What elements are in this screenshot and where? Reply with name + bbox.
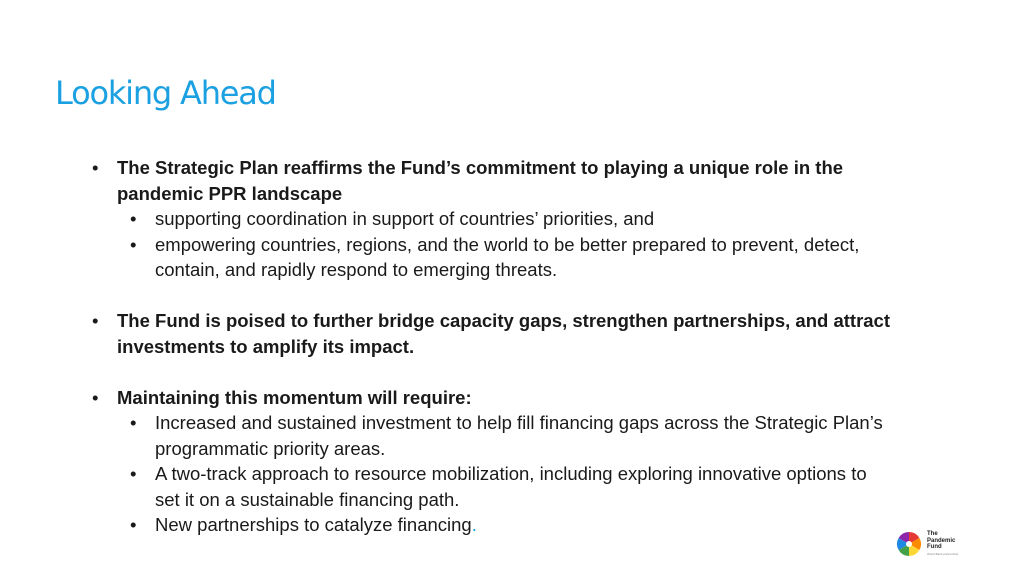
sub-bullet-marker: • bbox=[130, 514, 137, 535]
sub-bullet-marker: • bbox=[130, 208, 137, 229]
pandemic-fund-logo bbox=[896, 531, 958, 557]
bullet-heading: The Strategic Plan reaffirms the Fund’s commitment to playing a unique role in the pandemic PPR landscape bbox=[117, 157, 844, 204]
bullet-item bbox=[92, 308, 892, 359]
trailing-period: . bbox=[471, 514, 477, 535]
sub-bullet-text: New partnerships to catalyze financing bbox=[155, 514, 472, 535]
sub-bullet-text: empowering countries, regions, and the world to be better prepared to prevent, detect, contain, and rapidly respond to emerging threats. bbox=[155, 233, 860, 280]
pandemic-fund-logo-icon bbox=[896, 531, 922, 557]
bullet-marker: • bbox=[92, 310, 99, 331]
bullet-list bbox=[92, 155, 892, 538]
sub-bullet-item bbox=[117, 461, 892, 512]
sub-bullet-item bbox=[117, 232, 892, 283]
sub-bullet-text: supporting coordination in support of countries’ priorities, and bbox=[155, 208, 655, 229]
logo-wordmark bbox=[927, 531, 958, 557]
bullet-marker: • bbox=[92, 386, 99, 408]
sub-bullet-item bbox=[117, 410, 892, 461]
bullet-item bbox=[92, 385, 892, 538]
sub-bullet-text: A two-track approach to resource mobilization, including exploring innovative options to set it on a sustainable financing path. bbox=[155, 463, 867, 510]
sub-bullet-item bbox=[117, 512, 892, 538]
logo-line: Fund bbox=[927, 544, 942, 550]
slide-title: Looking Ahead bbox=[55, 74, 276, 112]
sub-bullet-marker: • bbox=[130, 463, 137, 484]
logo-line: The bbox=[927, 531, 938, 537]
sub-bullet-text: Increased and sustained investment to help fill financing gaps across the Strategic Plan’s programmatic priority areas. bbox=[155, 412, 883, 459]
bullet-item bbox=[92, 155, 892, 283]
logo-tagline: World Bank partnership bbox=[927, 551, 959, 556]
sub-bullet-list bbox=[117, 206, 892, 283]
logo-line: Pandemic bbox=[927, 537, 956, 544]
bullet-marker: • bbox=[92, 157, 99, 178]
sub-bullet-item bbox=[117, 206, 892, 232]
bullet-heading: Maintaining this momentum will require: bbox=[117, 386, 472, 408]
sub-bullet-marker: • bbox=[130, 233, 137, 255]
bullet-heading: The Fund is poised to further bridge capacity gaps, strengthen partnerships, and attract investments to amplify its impact. bbox=[117, 310, 891, 357]
sub-bullet-list bbox=[117, 410, 892, 538]
sub-bullet-marker: • bbox=[130, 412, 137, 433]
